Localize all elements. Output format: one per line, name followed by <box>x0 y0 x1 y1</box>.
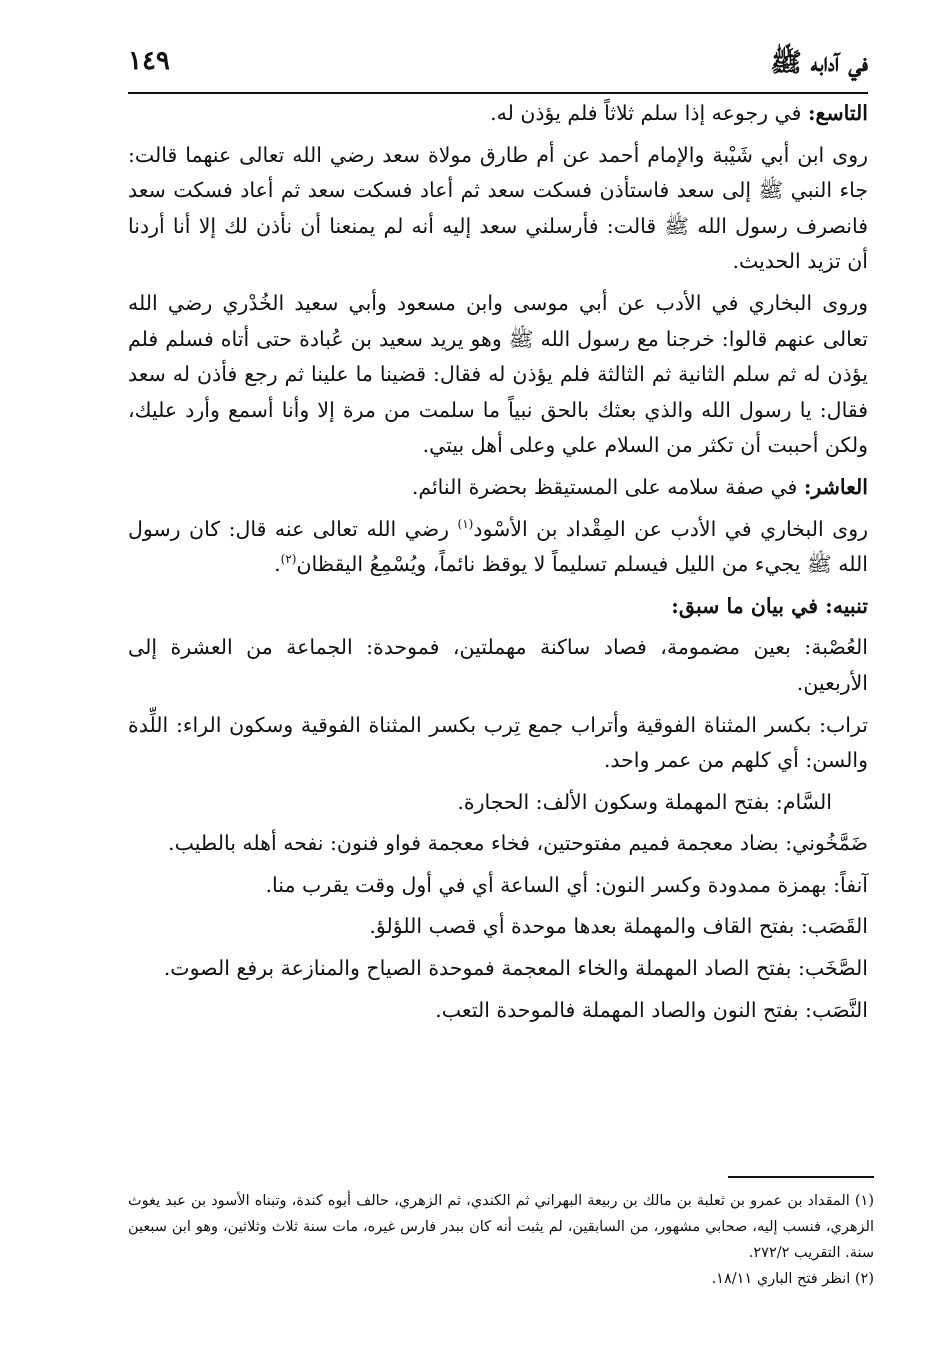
paragraph-text: . <box>274 552 281 577</box>
paragraph-text: روى البخاري في الأدب عن المِقْداد بن الأسْود <box>473 516 868 541</box>
paragraph <box>128 138 868 280</box>
gloss-text: السَّام: بفتح المهملة وسكون الألف: الحجارة. <box>457 789 832 814</box>
paragraph <box>128 286 868 464</box>
footnote-divider <box>728 1176 874 1178</box>
gloss-entry <box>128 868 868 904</box>
gloss-entry <box>128 630 868 701</box>
gloss-text: الصَّخَب: بفتح الصاد المهملة والخاء المعجمة فموحدة الصياح والمنازعة برفع الصوت. <box>163 956 868 981</box>
paragraph <box>128 512 868 583</box>
section-label: التاسع: <box>807 101 868 125</box>
notice-label: تنبيه: في بيان ما سبق: <box>671 593 868 618</box>
section-text: في صفة سلامه على المستيقظ بحضرة النائم. <box>411 474 804 499</box>
notice-heading <box>128 589 868 625</box>
gloss-text: النَّصَب: بفتح النون والصاد المهملة فالموحدة التعب. <box>435 997 868 1022</box>
gloss-entry <box>128 993 868 1029</box>
main-text <box>128 96 868 1028</box>
footnote: (٢) انظر فتح الباري ١٨/١١. <box>711 1271 874 1287</box>
gloss-entry <box>128 785 868 821</box>
gloss-entry <box>128 708 868 779</box>
page-number: ١٤٩ <box>128 46 170 76</box>
page-header <box>128 38 868 90</box>
gloss-entry <box>128 826 868 862</box>
paragraph-text: رضي الله تعالى عنه قال: كان رسول الله ﷺ يجيء من الليل فيسلم تسليماً لا يوقظ نائماً، ويُسْمِعُ اليقظان <box>128 516 868 577</box>
running-title: في آدابه ﷺ <box>770 48 868 78</box>
section-text: في رجوعه إذا سلم ثلاثاً فلم يؤذن له. <box>490 101 808 125</box>
header-divider <box>128 92 868 94</box>
section-tenth <box>128 470 868 506</box>
gloss-text: العُصْبة: بعين مضمومة، فصاد ساكنة مهملتين، فموحدة: الجماعة من العشرة إلى الأربعين. <box>128 635 868 695</box>
gloss-text: ضَمَّخُوني: بضاد معجمة فميم مفتوحتين، فخاء معجمة فواو فنون: نفحه أهله بالطيب. <box>168 831 868 856</box>
gloss-text: تراب: بكسر المثناة الفوقية وأتراب جمع تِرب بكسر المثناة الفوقية وسكون الراء: اللِّدة والسن: أي كلهم من عمر واحد. <box>128 712 868 773</box>
gloss-entry <box>128 951 868 987</box>
section-label: العاشر: <box>803 474 868 499</box>
footnote-ref[interactable]: (١) <box>457 516 474 531</box>
gloss-text: آنفاً: بهمزة ممدودة وكسر النون: أي الساعة أي في أول وقت يقرب منا. <box>265 872 868 897</box>
gloss-entry <box>128 909 868 945</box>
section-ninth <box>128 96 868 132</box>
paragraph-text: روى ابن أبي شَيْبة والإمام أحمد عن أم طارق مولاة سعد رضي الله تعالى عنهما قالت: جاء النبي ﷺ إلى سعد فاستأذن فسكت سعد ثم أعاد فسكت سعد ثم أعاد فسكت سعد فانصرف رسول الله ﷺ قالت: فأرسلني سعد إليه أنه لم يمنعنا أن نأذن لك إلا أنا أردنا أن تزيد الحديث. <box>128 142 868 274</box>
footnotes <box>128 1188 874 1292</box>
gloss-text: القَصَب: بفتح القاف والمهملة بعدها موحدة أي قصب اللؤلؤ. <box>369 914 868 939</box>
paragraph-text: وروى البخاري في الأدب عن أبي موسى وابن مسعود وأبي سعيد الخُدْري رضي الله تعالى عنهم قالوا: خرجنا مع رسول الله ﷺ وهو يريد سعيد بن عُبادة حتى أتاه فسلم فلم يؤذن له ثم سلم الثانية ثم الثالثة فلم يؤذن له فقال: قضينا ما علينا ثم رجع فأذن له سعد فقال: يا رسول الله والذي بعثك بالحق نبياً ما سلمت من مرة إلا وأنا أسمع وأرد عليك، ولكن أحببت أن تكثر من السلام علي وعلى أهل بيتي. <box>128 290 868 458</box>
footnote: (١) المقداد بن عمرو بن ثعلبة بن مالك بن ربيعة البهراني ثم الكندي، ثم الزهري، حالف أبوه كندة، وتبناه الأسود بن عبد يغوث الزهري، فنسب إليه، صحابي مشهور، من السابقين، لم يثبت أنه كان ببدر فارس غيره، مات سنة ثلاث وثلاثين، وهو ابن سبعين سنة. التقريب ٢٧٢/٢. <box>128 1193 874 1261</box>
footnote-ref[interactable]: (٢) <box>280 552 297 567</box>
